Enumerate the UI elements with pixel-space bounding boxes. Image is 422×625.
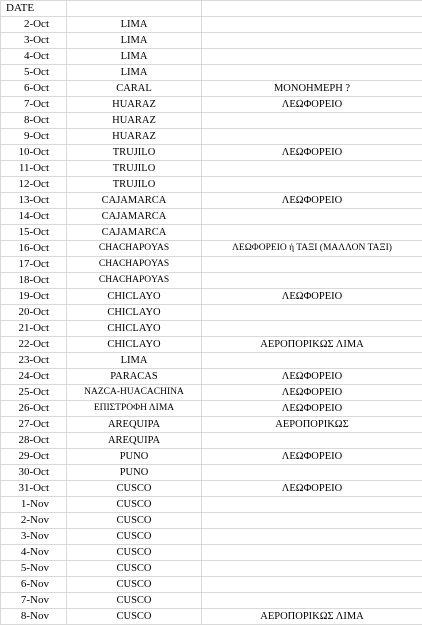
note-cell[interactable] bbox=[202, 65, 422, 81]
note-cell[interactable]: ΛΕΩΦΟΡΕΙΟ bbox=[202, 481, 422, 497]
note-cell[interactable] bbox=[202, 497, 422, 513]
date-cell[interactable]: 18-Oct bbox=[1, 273, 67, 289]
note-cell[interactable]: ΛΕΩΦΟΡΕΙΟ bbox=[202, 369, 422, 385]
table-row bbox=[1, 257, 422, 273]
place-cell[interactable]: CHACHAPOYAS bbox=[67, 241, 202, 257]
place-cell[interactable]: CUSCO bbox=[67, 609, 202, 625]
date-cell[interactable]: 1-Nov bbox=[1, 497, 67, 513]
note-cell[interactable] bbox=[202, 465, 422, 481]
date-cell[interactable]: 30-Oct bbox=[1, 465, 67, 481]
table-row bbox=[1, 529, 422, 545]
table-row bbox=[1, 337, 422, 353]
place-cell[interactable]: CHICLAYO bbox=[67, 337, 202, 353]
note-cell[interactable] bbox=[202, 49, 422, 65]
note-cell[interactable] bbox=[202, 113, 422, 129]
date-cell[interactable]: 5-Nov bbox=[1, 561, 67, 577]
note-cell[interactable] bbox=[202, 305, 422, 321]
note-cell[interactable] bbox=[202, 225, 422, 241]
note-cell[interactable] bbox=[202, 161, 422, 177]
place-cell[interactable]: CHICLAYO bbox=[67, 321, 202, 337]
header-date-cell[interactable]: DATE bbox=[1, 1, 67, 17]
date-cell[interactable]: 29-Oct bbox=[1, 449, 67, 465]
table-row bbox=[1, 593, 422, 609]
date-cell[interactable]: 8-Nov bbox=[1, 609, 67, 625]
header-row bbox=[1, 1, 422, 17]
note-cell[interactable]: ΑΕΡΟΠΟΡΙΚΩΣ ΛΙΜΑ bbox=[202, 337, 422, 353]
table-row bbox=[1, 33, 422, 49]
note-cell[interactable]: ΛΕΩΦΟΡΕΙΟ bbox=[202, 289, 422, 305]
note-cell[interactable]: ΛΕΩΦΟΡΕΙΟ bbox=[202, 145, 422, 161]
place-cell[interactable]: CHICLAYO bbox=[67, 305, 202, 321]
table-row bbox=[1, 113, 422, 129]
place-cell[interactable]: CUSCO bbox=[67, 577, 202, 593]
table-row bbox=[1, 465, 422, 481]
note-cell[interactable] bbox=[202, 545, 422, 561]
place-cell[interactable]: CHACHAPOYAS bbox=[67, 273, 202, 289]
note-cell[interactable]: ΛΕΩΦΟΡΕΙΟ ή ΤΑΞΙ (ΜΑΛΛΟΝ ΤΑΞΙ) bbox=[202, 241, 422, 257]
date-cell[interactable]: 26-Oct bbox=[1, 401, 67, 417]
note-cell[interactable] bbox=[202, 513, 422, 529]
table-row bbox=[1, 161, 422, 177]
table-row bbox=[1, 433, 422, 449]
place-cell[interactable]: ΕΠΙΣΤΡΟΦΗ ΛΙΜΑ bbox=[67, 401, 202, 417]
date-cell[interactable]: 28-Oct bbox=[1, 433, 67, 449]
note-cell[interactable] bbox=[202, 577, 422, 593]
date-cell[interactable]: 3-Nov bbox=[1, 529, 67, 545]
date-cell[interactable]: 6-Nov bbox=[1, 577, 67, 593]
table-row bbox=[1, 193, 422, 209]
table-row bbox=[1, 321, 422, 337]
place-cell[interactable]: CUSCO bbox=[67, 481, 202, 497]
date-cell[interactable]: 22-Oct bbox=[1, 337, 67, 353]
place-cell[interactable]: NAZCA-HUACACHINA bbox=[67, 385, 202, 401]
place-cell[interactable]: CHACHAPOYAS bbox=[67, 257, 202, 273]
place-cell[interactable]: CUSCO bbox=[67, 529, 202, 545]
table-row bbox=[1, 289, 422, 305]
date-cell[interactable]: 5-Oct bbox=[1, 65, 67, 81]
place-cell[interactable]: TRUJILO bbox=[67, 177, 202, 193]
header-place-cell[interactable] bbox=[67, 1, 202, 17]
place-cell[interactable]: CUSCO bbox=[67, 561, 202, 577]
date-cell[interactable]: 25-Oct bbox=[1, 385, 67, 401]
place-cell[interactable]: CARAL bbox=[67, 81, 202, 97]
table-row bbox=[1, 225, 422, 241]
note-cell[interactable] bbox=[202, 593, 422, 609]
date-cell[interactable]: 4-Nov bbox=[1, 545, 67, 561]
note-cell[interactable] bbox=[202, 129, 422, 145]
date-cell[interactable]: 6-Oct bbox=[1, 81, 67, 97]
place-cell[interactable]: HUARAZ bbox=[67, 97, 202, 113]
place-cell[interactable]: CAJAMARCA bbox=[67, 209, 202, 225]
date-cell[interactable]: 16-Oct bbox=[1, 241, 67, 257]
place-cell[interactable]: PUNO bbox=[67, 465, 202, 481]
date-cell[interactable]: 13-Oct bbox=[1, 193, 67, 209]
date-cell[interactable]: 3-Oct bbox=[1, 33, 67, 49]
place-cell[interactable]: CUSCO bbox=[67, 497, 202, 513]
date-cell[interactable]: 24-Oct bbox=[1, 369, 67, 385]
note-cell[interactable] bbox=[202, 209, 422, 225]
table-row bbox=[1, 129, 422, 145]
note-cell[interactable]: ΛΕΩΦΟΡΕΙΟ bbox=[202, 401, 422, 417]
place-cell[interactable]: CAJAMARCA bbox=[67, 193, 202, 209]
date-cell[interactable]: 2-Nov bbox=[1, 513, 67, 529]
table-row bbox=[1, 513, 422, 529]
note-cell[interactable] bbox=[202, 257, 422, 273]
date-cell[interactable]: 9-Oct bbox=[1, 129, 67, 145]
place-cell[interactable]: LIMA bbox=[67, 17, 202, 33]
note-cell[interactable] bbox=[202, 433, 422, 449]
date-cell[interactable]: 19-Oct bbox=[1, 289, 67, 305]
note-cell[interactable] bbox=[202, 33, 422, 49]
place-cell[interactable]: LIMA bbox=[67, 33, 202, 49]
place-cell[interactable]: PUNO bbox=[67, 449, 202, 465]
note-cell[interactable] bbox=[202, 529, 422, 545]
table-row bbox=[1, 449, 422, 465]
place-cell[interactable]: LIMA bbox=[67, 65, 202, 81]
table-row bbox=[1, 145, 422, 161]
date-cell[interactable]: 10-Oct bbox=[1, 145, 67, 161]
note-cell[interactable] bbox=[202, 353, 422, 369]
note-cell[interactable] bbox=[202, 273, 422, 289]
place-cell[interactable]: AREQUIPA bbox=[67, 433, 202, 449]
table-row bbox=[1, 577, 422, 593]
table-row bbox=[1, 49, 422, 65]
date-cell[interactable]: 20-Oct bbox=[1, 305, 67, 321]
table-row bbox=[1, 545, 422, 561]
note-cell[interactable] bbox=[202, 177, 422, 193]
date-cell[interactable]: 14-Oct bbox=[1, 209, 67, 225]
table-row bbox=[1, 81, 422, 97]
table-row bbox=[1, 609, 422, 625]
table-row bbox=[1, 305, 422, 321]
place-cell[interactable]: PARACAS bbox=[67, 369, 202, 385]
table-row bbox=[1, 65, 422, 81]
place-cell[interactable]: TRUJILO bbox=[67, 161, 202, 177]
date-cell[interactable]: 8-Oct bbox=[1, 113, 67, 129]
date-cell[interactable]: 2-Oct bbox=[1, 17, 67, 33]
date-cell[interactable]: 31-Oct bbox=[1, 481, 67, 497]
table-row bbox=[1, 481, 422, 497]
note-cell[interactable]: ΛΕΩΦΟΡΕΙΟ bbox=[202, 385, 422, 401]
place-cell[interactable]: CAJAMARCA bbox=[67, 225, 202, 241]
place-cell[interactable]: CUSCO bbox=[67, 593, 202, 609]
table-row bbox=[1, 353, 422, 369]
note-cell[interactable]: ΛΕΩΦΟΡΕΙΟ bbox=[202, 193, 422, 209]
date-cell[interactable]: 27-Oct bbox=[1, 417, 67, 433]
note-cell[interactable] bbox=[202, 17, 422, 33]
date-cell[interactable]: 7-Nov bbox=[1, 593, 67, 609]
date-cell[interactable]: 21-Oct bbox=[1, 321, 67, 337]
date-cell[interactable]: 23-Oct bbox=[1, 353, 67, 369]
place-cell[interactable]: CUSCO bbox=[67, 545, 202, 561]
place-cell[interactable]: CHICLAYO bbox=[67, 289, 202, 305]
date-cell[interactable]: 17-Oct bbox=[1, 257, 67, 273]
place-cell[interactable]: LIMA bbox=[67, 49, 202, 65]
table-row bbox=[1, 369, 422, 385]
table-row bbox=[1, 97, 422, 113]
date-cell[interactable]: 15-Oct bbox=[1, 225, 67, 241]
date-cell[interactable]: 4-Oct bbox=[1, 49, 67, 65]
table-row bbox=[1, 417, 422, 433]
table-row bbox=[1, 273, 422, 289]
date-cell[interactable]: 12-Oct bbox=[1, 177, 67, 193]
date-cell[interactable]: 11-Oct bbox=[1, 161, 67, 177]
table-row bbox=[1, 401, 422, 417]
table-row bbox=[1, 241, 422, 257]
note-cell[interactable]: ΑΕΡΟΠΟΡΙΚΩΣ ΛΙΜΑ bbox=[202, 609, 422, 625]
note-cell[interactable] bbox=[202, 561, 422, 577]
header-note-cell[interactable] bbox=[202, 1, 422, 17]
note-cell[interactable]: ΛΕΩΦΟΡΕΙΟ bbox=[202, 449, 422, 465]
date-cell[interactable]: 7-Oct bbox=[1, 97, 67, 113]
place-cell[interactable]: TRUJILO bbox=[67, 145, 202, 161]
place-cell[interactable]: HUARAZ bbox=[67, 129, 202, 145]
table-row bbox=[1, 177, 422, 193]
note-cell[interactable]: ΑΕΡΟΠΟΡΙΚΩΣ bbox=[202, 417, 422, 433]
note-cell[interactable]: ΜΟΝΟΗΜΕΡΗ ? bbox=[202, 81, 422, 97]
table-row bbox=[1, 209, 422, 225]
table-row bbox=[1, 497, 422, 513]
table-row bbox=[1, 561, 422, 577]
note-cell[interactable] bbox=[202, 321, 422, 337]
table-row bbox=[1, 17, 422, 33]
place-cell[interactable]: HUARAZ bbox=[67, 113, 202, 129]
place-cell[interactable]: AREQUIPA bbox=[67, 417, 202, 433]
place-cell[interactable]: LIMA bbox=[67, 353, 202, 369]
place-cell[interactable]: CUSCO bbox=[67, 513, 202, 529]
note-cell[interactable]: ΛΕΩΦΟΡΕΙΟ bbox=[202, 97, 422, 113]
table-row bbox=[1, 385, 422, 401]
